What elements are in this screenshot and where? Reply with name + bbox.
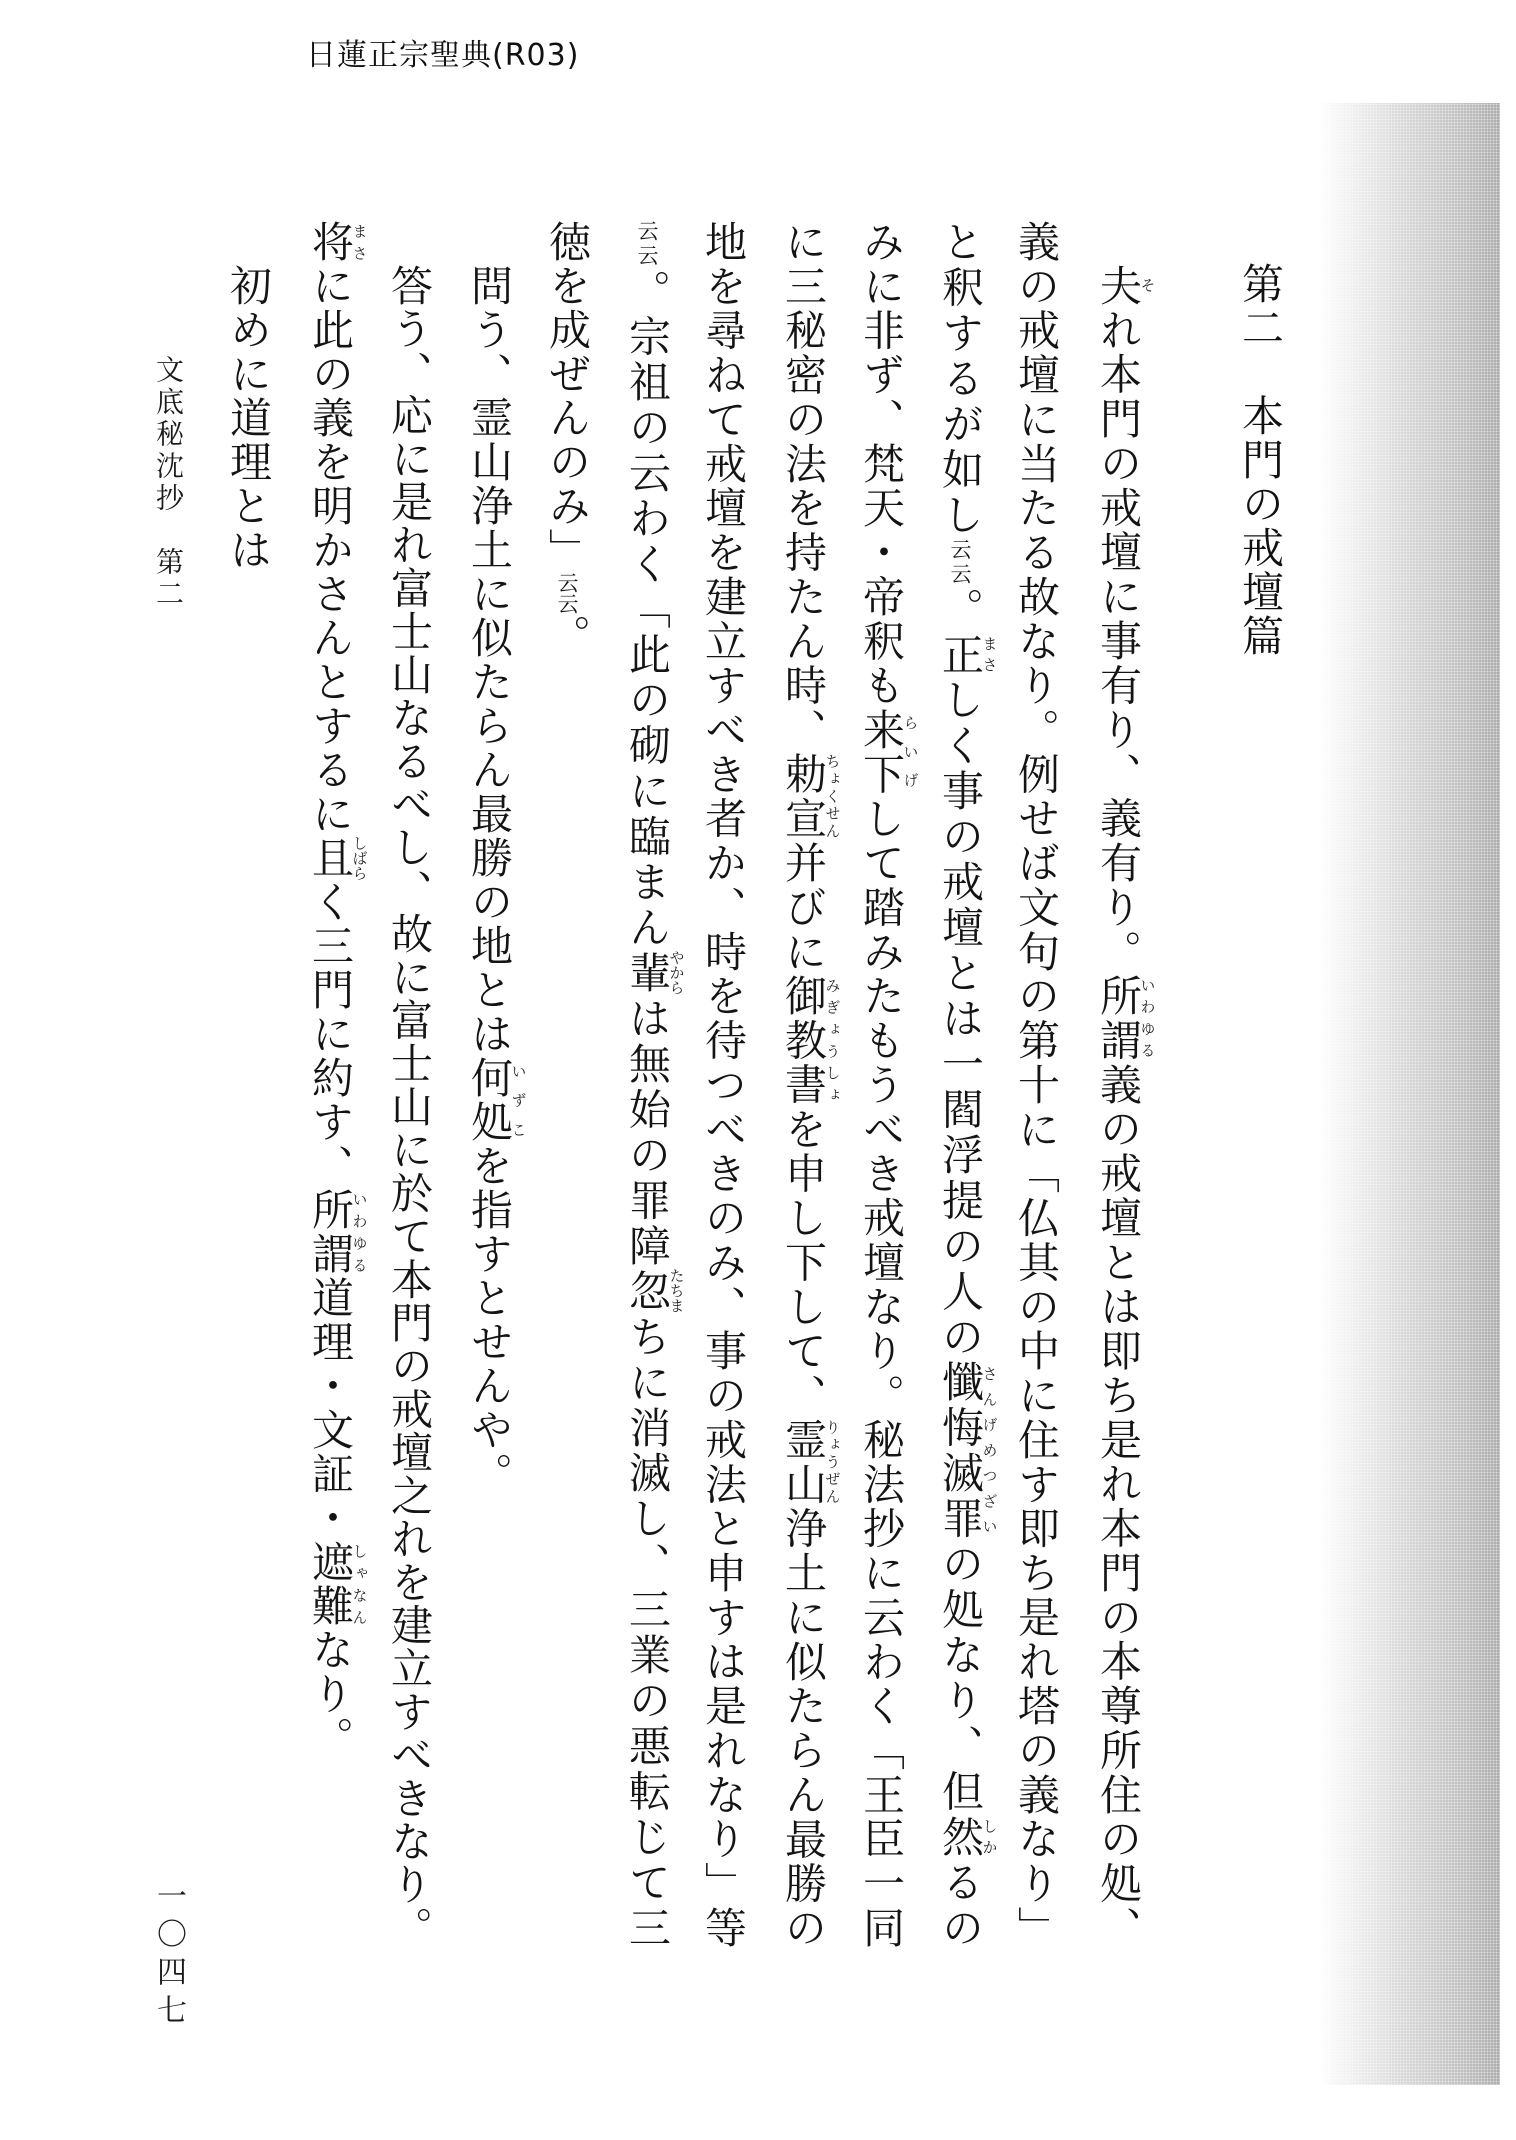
text-run: しく事の戒壇とは一閻浮提の人の bbox=[936, 678, 985, 1361]
ruby-word bbox=[936, 632, 999, 679]
ruby-word bbox=[779, 752, 842, 842]
text-run: みに非ず、梵天・帝釈も bbox=[857, 220, 906, 709]
text-run: を指すとせんや。 bbox=[465, 1144, 514, 1496]
text-run: 問う、霊山浄土に似たらん最勝の地とは bbox=[465, 264, 514, 1056]
text-run: 。宗祖の云わく「此の砌に臨まん bbox=[623, 268, 672, 952]
inline-note: 云云 bbox=[555, 572, 579, 614]
text-run: して踏みたもうべき戒壇なり。秘法抄に云わく「王臣一同 bbox=[857, 796, 906, 1949]
ruby-reading: いわゆる bbox=[350, 1188, 369, 1276]
ruby-base: 御教書 bbox=[779, 974, 828, 1108]
ruby-reading: いずこ bbox=[509, 1056, 528, 1144]
ruby-word bbox=[936, 1360, 999, 1543]
ruby-word bbox=[936, 1815, 999, 1861]
text-run: 義の戒壇とは即ち是れ本門の本尊所住の処、 bbox=[1094, 1062, 1143, 1949]
ruby-reading: しゃなん bbox=[350, 1540, 369, 1628]
scan-shadow-band bbox=[1318, 103, 1500, 2085]
ruby-word bbox=[623, 1267, 686, 1313]
ruby-reading: まさ bbox=[350, 220, 369, 264]
text-run: 初めに道理とは bbox=[224, 264, 273, 572]
text-run: 徳を成ぜんのみ」 bbox=[543, 220, 592, 572]
ruby-word bbox=[306, 835, 369, 881]
text-run: 答う、応に是れ富士山なるべし、故に富士山に於て本門の戒壇之れを建立すべきなり。 bbox=[385, 264, 434, 1948]
ruby-word bbox=[465, 1056, 528, 1144]
ruby-base: 且 bbox=[306, 835, 355, 881]
text-run: は無始の罪障 bbox=[623, 993, 672, 1270]
running-footer-title: 文底秘沈抄 第二 bbox=[152, 355, 185, 611]
ruby-reading: そ bbox=[1138, 264, 1157, 306]
ruby-reading: さんげめつざい bbox=[980, 1360, 999, 1539]
text-run: 浄土に似たらん最勝の bbox=[779, 1506, 828, 1949]
ruby-word bbox=[857, 708, 920, 797]
ruby-base: 正 bbox=[936, 632, 985, 679]
ruby-word bbox=[306, 1188, 369, 1276]
ruby-reading: しか bbox=[980, 1815, 999, 1858]
text-column-2 bbox=[996, 220, 1076, 1948]
text-run: ちに消滅し、三業の悪転じて三 bbox=[623, 1311, 672, 1949]
ruby-word bbox=[306, 220, 369, 264]
ruby-base: 輩 bbox=[623, 949, 672, 995]
ruby-base: 遮難 bbox=[306, 1540, 355, 1628]
text-column-11 bbox=[290, 220, 370, 1948]
ruby-base: 夫 bbox=[1094, 264, 1143, 309]
ruby-reading: まさ bbox=[980, 632, 999, 675]
text-column-3 bbox=[920, 220, 1000, 1948]
ruby-reading: ちょくせん bbox=[823, 752, 842, 839]
inline-note: 云云 bbox=[635, 220, 659, 269]
text-run: 并びに bbox=[779, 841, 828, 975]
ruby-reading: やから bbox=[667, 949, 686, 995]
text-run: 義の戒壇に当たる故なり。例せば文句の第十に「仏其の中に住す即ち是れ塔の義なり」 bbox=[1012, 220, 1061, 1948]
text-column-7 bbox=[607, 220, 687, 1948]
ruby-base: 懺悔滅罪 bbox=[936, 1360, 985, 1543]
ruby-word bbox=[1094, 264, 1157, 309]
text-column-5 bbox=[763, 220, 843, 1948]
text-run: なり。 bbox=[306, 1628, 355, 1760]
ruby-base: 然 bbox=[936, 1815, 985, 1861]
text-column-6 bbox=[683, 220, 763, 1948]
ruby-base: 所謂 bbox=[306, 1188, 355, 1276]
ruby-reading: しばら bbox=[350, 835, 369, 881]
text-run: に此の義を明かさんとするに bbox=[306, 264, 355, 836]
text-column-12 bbox=[208, 264, 288, 1948]
text-column-8 bbox=[527, 220, 607, 1948]
text-run: に三秘密の法を持たん時、 bbox=[779, 220, 828, 753]
text-run: れ本門の戒壇に事有り、義有り。 bbox=[1094, 308, 1143, 975]
text-run: 道理・文証・ bbox=[306, 1276, 355, 1540]
inline-note: 云云 bbox=[948, 538, 972, 588]
text-column-4 bbox=[841, 220, 921, 1948]
ruby-base: 来下 bbox=[857, 708, 906, 797]
header-title: 日蓮正宗聖典(R03) bbox=[306, 38, 580, 73]
ruby-reading: みぎょうしょ bbox=[823, 974, 842, 1106]
text-run: 。 bbox=[936, 587, 985, 633]
text-run: 地を尋ねて戒壇を建立すべき者か、時を待つべきのみ、事の戒法と申すは是れなり」等 bbox=[699, 220, 748, 1948]
ruby-base: 何処 bbox=[465, 1056, 514, 1144]
section-heading: 第二 本門の戒壇篇 bbox=[1236, 262, 1285, 658]
ruby-word bbox=[779, 1417, 842, 1507]
ruby-reading: らいげ bbox=[901, 708, 920, 795]
text-run: の処なり、但 bbox=[936, 1542, 985, 1816]
ruby-word bbox=[306, 1540, 369, 1628]
ruby-base: 勅宣 bbox=[779, 752, 828, 842]
text-run: を申し下して、 bbox=[779, 1107, 828, 1418]
text-run: と釈するが如し bbox=[936, 220, 985, 539]
text-column-9 bbox=[449, 264, 529, 1948]
ruby-word bbox=[1094, 974, 1157, 1063]
ruby-word bbox=[623, 949, 686, 995]
text-run: るの bbox=[936, 1860, 985, 1949]
text-run: く三門に約す、 bbox=[306, 880, 355, 1188]
text-run: 。 bbox=[543, 614, 592, 658]
ruby-base: 将 bbox=[306, 220, 355, 264]
ruby-reading: たちま bbox=[667, 1267, 686, 1313]
ruby-reading: りょうぜん bbox=[823, 1417, 842, 1505]
ruby-base: 所謂 bbox=[1094, 974, 1143, 1063]
ruby-word bbox=[779, 974, 842, 1108]
text-column-1 bbox=[1078, 264, 1158, 1948]
ruby-base: 忽 bbox=[623, 1267, 672, 1313]
page-number: 一〇四七 bbox=[151, 1880, 186, 2032]
ruby-base: 霊山 bbox=[779, 1417, 828, 1507]
ruby-reading: いわゆる bbox=[1138, 974, 1157, 1061]
text-column-10 bbox=[369, 264, 449, 1948]
